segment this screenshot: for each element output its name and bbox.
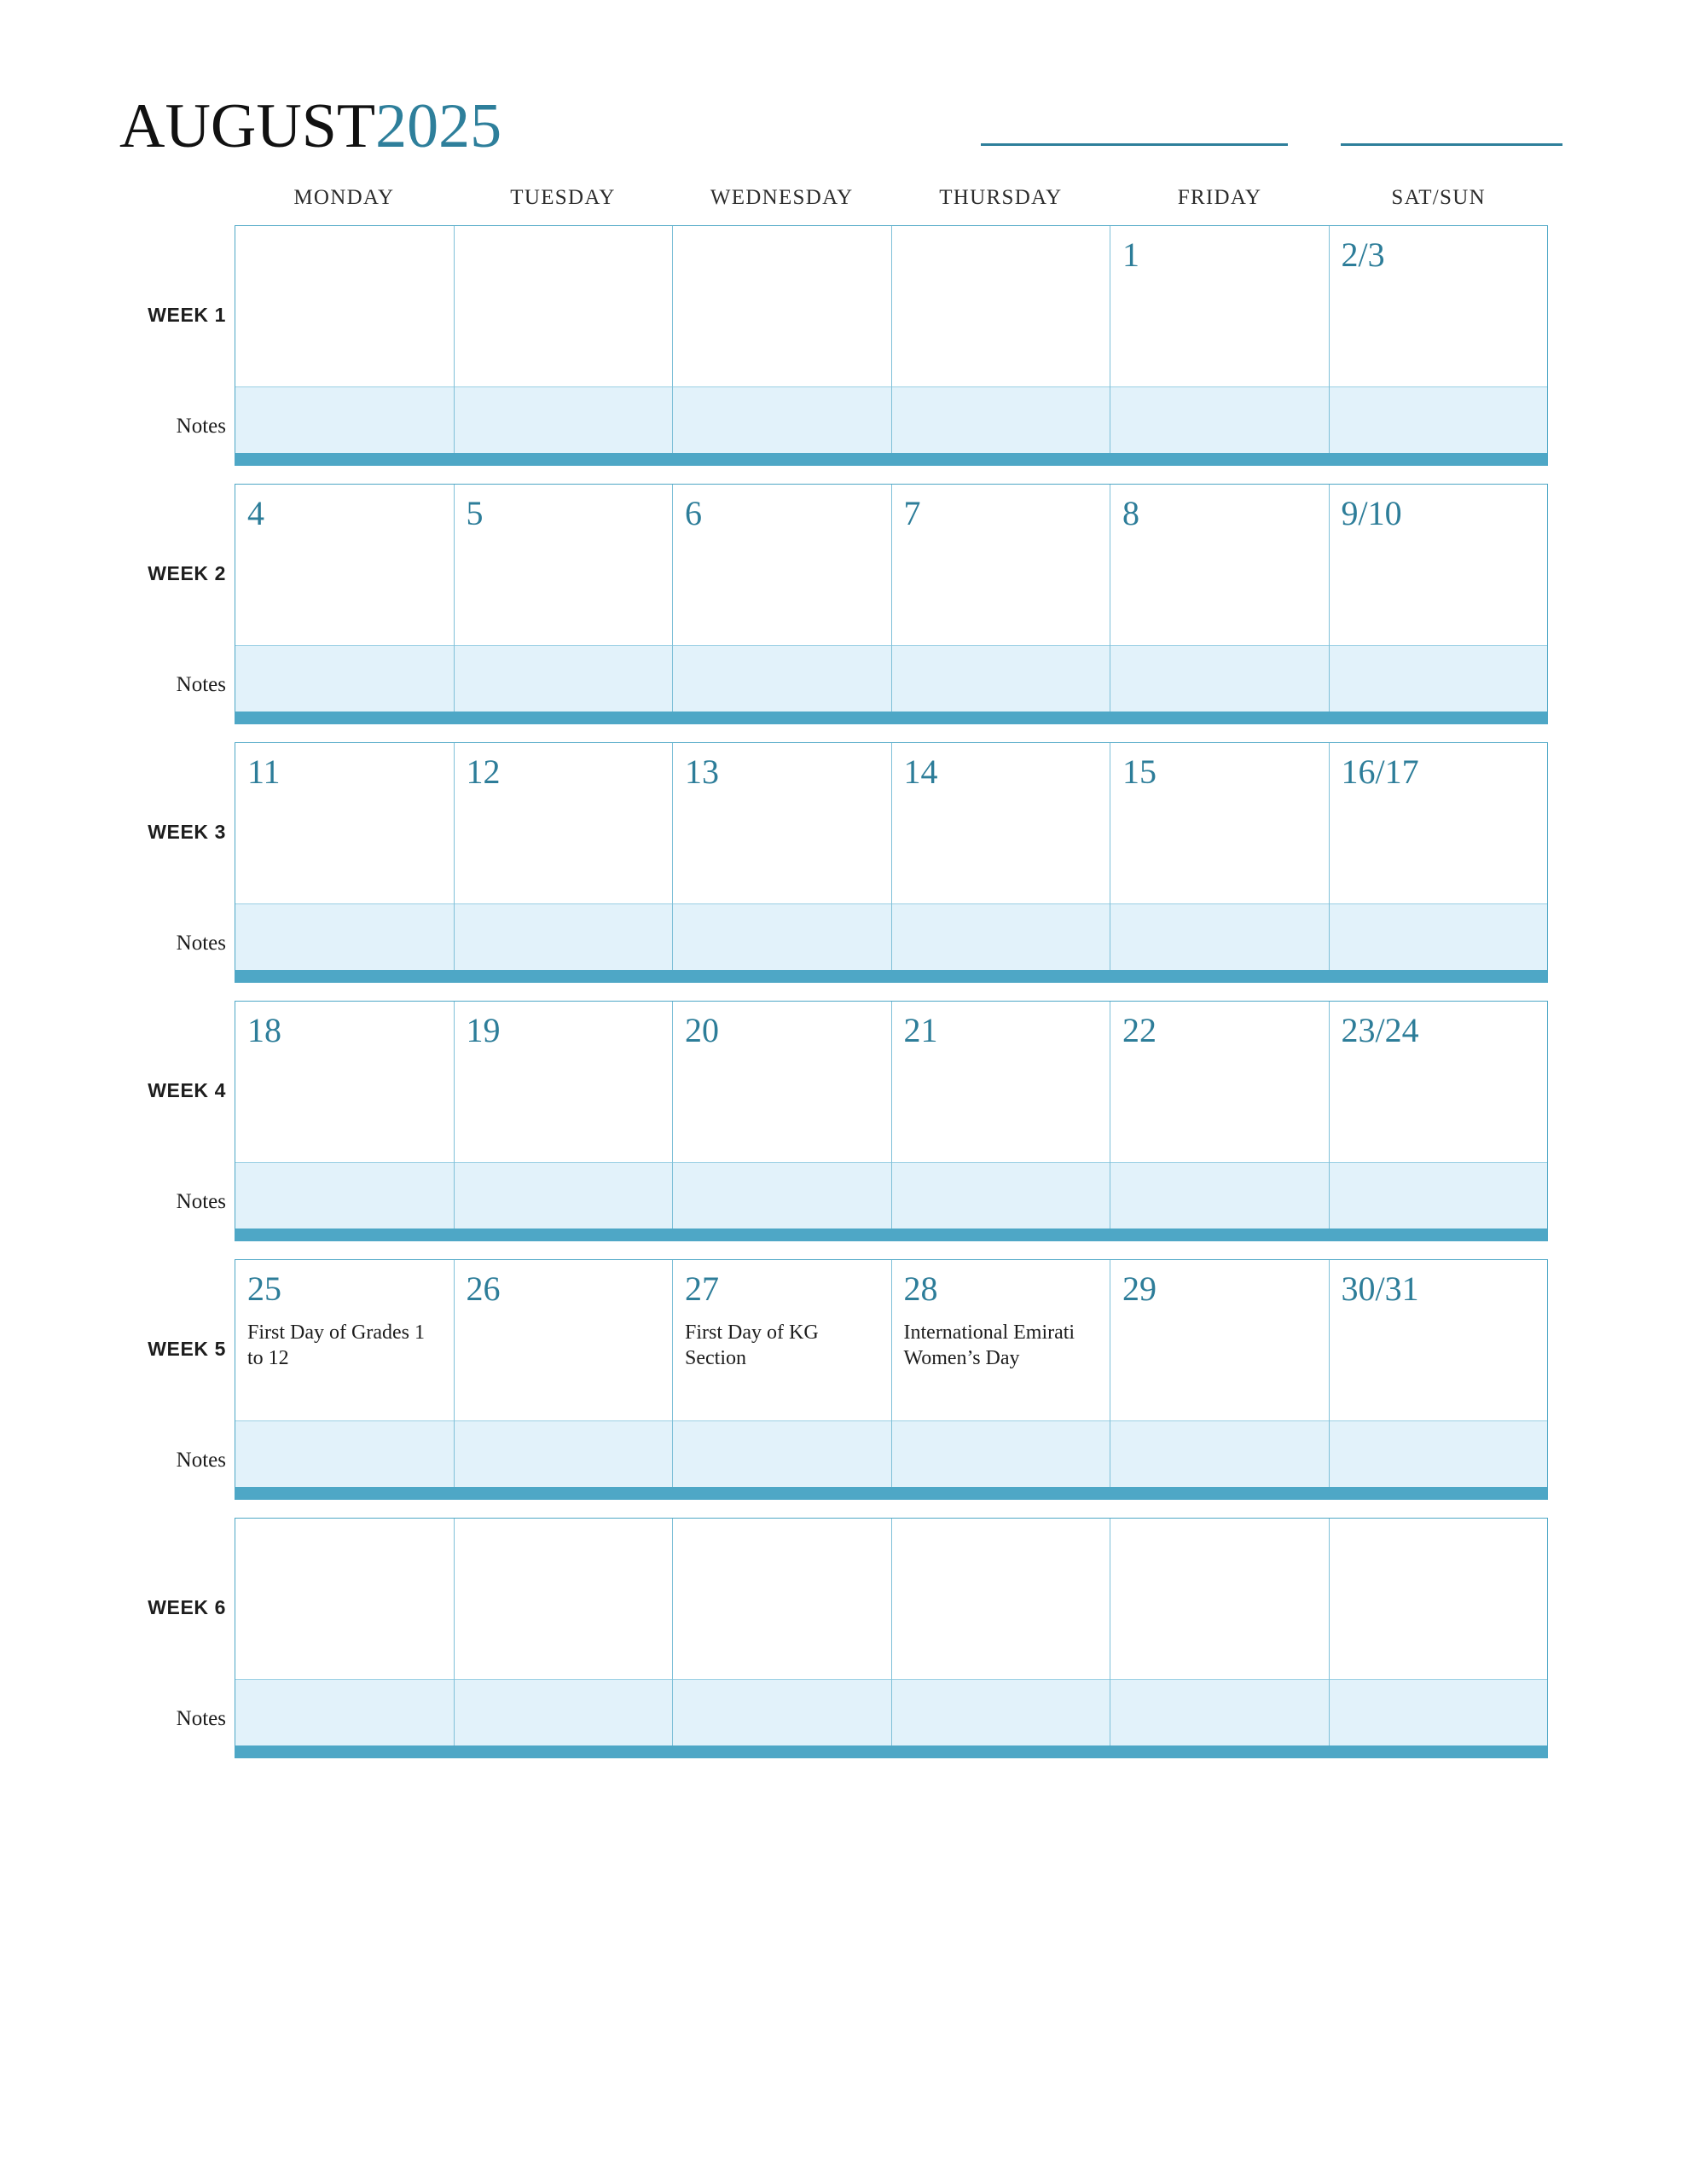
day-number: 14 <box>903 752 938 791</box>
notes-label: Notes <box>176 1190 226 1213</box>
day-cell[interactable] <box>235 1260 455 1487</box>
day-cell[interactable] <box>673 1260 892 1487</box>
day-cell[interactable] <box>235 1002 455 1228</box>
notes-band[interactable] <box>455 645 673 712</box>
day-cell[interactable] <box>673 485 892 712</box>
day-cell[interactable] <box>235 1519 455 1745</box>
day-cell[interactable] <box>1110 743 1330 970</box>
notes-band[interactable] <box>235 386 454 453</box>
day-number: 20 <box>685 1011 719 1049</box>
day-number: 23/24 <box>1341 1011 1419 1049</box>
week-footer-bar <box>235 712 1548 724</box>
week-footer-bar <box>235 1487 1548 1500</box>
day-top <box>235 743 454 903</box>
notes-band[interactable] <box>455 1679 673 1745</box>
day-header-monday: MONDAY <box>293 186 395 209</box>
day-event: First Day of KG Section <box>685 1321 819 1369</box>
day-number: 28 <box>903 1269 938 1308</box>
notes-band[interactable] <box>455 1162 673 1228</box>
day-top <box>455 485 673 645</box>
notes-band[interactable] <box>892 1162 1110 1228</box>
day-cell[interactable] <box>1330 226 1548 453</box>
day-cell[interactable] <box>1110 485 1330 712</box>
notes-label: Notes <box>176 1707 226 1730</box>
day-top <box>673 1519 891 1679</box>
day-top <box>1110 1002 1329 1162</box>
day-top <box>892 226 1110 386</box>
week-label: WEEK 4 <box>148 1079 226 1101</box>
week-row <box>148 225 1548 466</box>
title-year: 2025 <box>375 91 502 161</box>
day-cell[interactable] <box>673 226 892 453</box>
notes-band[interactable] <box>673 903 891 970</box>
day-cell[interactable] <box>455 485 674 712</box>
day-top <box>455 1260 673 1420</box>
notes-band[interactable] <box>892 645 1110 712</box>
day-cell[interactable] <box>235 226 455 453</box>
day-top <box>1110 485 1329 645</box>
day-cell[interactable] <box>892 1260 1111 1487</box>
day-top <box>673 1002 891 1162</box>
header-rule-left <box>981 143 1288 146</box>
day-cell[interactable] <box>1330 743 1548 970</box>
day-top <box>455 226 673 386</box>
day-top <box>892 743 1110 903</box>
day-number: 30/31 <box>1341 1269 1419 1308</box>
notes-band[interactable] <box>1110 903 1329 970</box>
day-header-tuesday: TUESDAY <box>510 186 616 209</box>
day-number: 4 <box>247 494 264 532</box>
day-number: 18 <box>247 1011 281 1049</box>
day-top <box>892 1260 1110 1420</box>
day-top <box>1330 743 1548 903</box>
week-row <box>148 1001 1548 1241</box>
notes-band[interactable] <box>892 386 1110 453</box>
notes-band[interactable] <box>235 1679 454 1745</box>
notes-band[interactable] <box>1110 1679 1329 1745</box>
day-cell[interactable] <box>455 226 674 453</box>
day-cell[interactable] <box>235 743 455 970</box>
day-cell[interactable] <box>892 226 1111 453</box>
notes-band[interactable] <box>235 1420 454 1487</box>
day-top <box>673 743 891 903</box>
day-top <box>1330 1002 1548 1162</box>
day-cell[interactable] <box>1110 1002 1330 1228</box>
week-footer-bar <box>235 1228 1548 1241</box>
day-top <box>455 1519 673 1679</box>
page-title <box>119 92 501 160</box>
day-number: 1 <box>1122 235 1139 274</box>
notes-band[interactable] <box>1330 1162 1548 1228</box>
calendar-header <box>119 92 1569 169</box>
day-cell[interactable] <box>673 1002 892 1228</box>
day-number: 8 <box>1122 494 1139 532</box>
day-event: International Emirati Women’s Day <box>903 1321 1075 1369</box>
notes-band[interactable] <box>1330 1679 1548 1745</box>
day-cell[interactable] <box>455 1002 674 1228</box>
day-number: 11 <box>247 752 281 791</box>
week-row <box>148 1518 1548 1758</box>
day-cell[interactable] <box>892 1519 1111 1745</box>
day-number: 12 <box>466 752 501 791</box>
notes-band[interactable] <box>673 1679 891 1745</box>
day-cell[interactable] <box>1330 485 1548 712</box>
day-number: 29 <box>1122 1269 1157 1308</box>
day-top <box>1330 226 1548 386</box>
week-label: WEEK 5 <box>148 1338 226 1360</box>
week-footer-bar <box>235 453 1548 466</box>
notes-band[interactable] <box>235 1162 454 1228</box>
week-label: WEEK 6 <box>148 1596 226 1618</box>
notes-band[interactable] <box>1110 386 1329 453</box>
day-top <box>1330 485 1548 645</box>
notes-label: Notes <box>176 1449 226 1472</box>
day-header-wednesday: WEDNESDAY <box>710 186 854 209</box>
notes-band[interactable] <box>892 1679 1110 1745</box>
day-cell[interactable] <box>892 1002 1111 1228</box>
day-top <box>235 1260 454 1420</box>
day-cell[interactable] <box>892 743 1111 970</box>
week-label: WEEK 2 <box>148 562 226 584</box>
day-number: 5 <box>466 494 484 532</box>
notes-band[interactable] <box>1330 386 1548 453</box>
day-cell[interactable] <box>1330 1002 1548 1228</box>
week-footer-bar <box>235 970 1548 983</box>
day-number: 27 <box>685 1269 719 1308</box>
day-top <box>455 1002 673 1162</box>
day-cell[interactable] <box>235 485 455 712</box>
day-header-satsun: SAT/SUN <box>1391 186 1486 209</box>
day-number: 21 <box>903 1011 938 1049</box>
notes-band[interactable] <box>1330 645 1548 712</box>
notes-band[interactable] <box>673 1162 891 1228</box>
day-number: 15 <box>1122 752 1157 791</box>
day-top <box>235 485 454 645</box>
title-month: AUGUST <box>119 91 376 161</box>
week-label: WEEK 1 <box>148 304 226 326</box>
day-number: 16/17 <box>1341 752 1419 791</box>
notes-band[interactable] <box>1110 1420 1329 1487</box>
notes-label: Notes <box>176 932 226 955</box>
day-number: 19 <box>466 1011 501 1049</box>
week-footer-bar <box>235 1745 1548 1758</box>
weeks-grid <box>148 225 1548 1776</box>
day-cell[interactable] <box>455 1260 674 1487</box>
day-cell[interactable] <box>1110 1260 1330 1487</box>
day-number: 26 <box>466 1269 501 1308</box>
notes-band[interactable] <box>455 903 673 970</box>
day-header-thursday: THURSDAY <box>939 186 1063 209</box>
week-row <box>148 1259 1548 1500</box>
day-top <box>1110 1519 1329 1679</box>
day-top <box>673 485 891 645</box>
day-top <box>235 226 454 386</box>
day-top <box>1110 1260 1329 1420</box>
notes-band[interactable] <box>892 903 1110 970</box>
day-cell[interactable] <box>1110 226 1330 453</box>
day-header-row <box>235 186 1548 220</box>
day-number: 25 <box>247 1269 281 1308</box>
day-top <box>892 1002 1110 1162</box>
notes-band[interactable] <box>455 386 673 453</box>
notes-label: Notes <box>176 415 226 438</box>
notes-label: Notes <box>176 673 226 696</box>
day-top <box>673 226 891 386</box>
day-event: First Day of Grades 1 to 12 <box>247 1321 425 1369</box>
day-top <box>1110 743 1329 903</box>
day-number: 2/3 <box>1341 235 1385 274</box>
day-top <box>1110 226 1329 386</box>
week-row <box>148 742 1548 983</box>
day-cell[interactable] <box>892 485 1111 712</box>
day-cell[interactable] <box>673 743 892 970</box>
notes-band[interactable] <box>235 645 454 712</box>
day-number: 6 <box>685 494 702 532</box>
notes-band[interactable] <box>235 903 454 970</box>
day-cell[interactable] <box>673 1519 892 1745</box>
day-top <box>235 1519 454 1679</box>
day-number: 22 <box>1122 1011 1157 1049</box>
day-number: 7 <box>903 494 921 532</box>
header-rule-right <box>1341 143 1562 146</box>
day-number: 9/10 <box>1341 494 1402 532</box>
day-cell[interactable] <box>455 1519 674 1745</box>
day-cell[interactable] <box>455 743 674 970</box>
week-label: WEEK 3 <box>148 821 226 843</box>
day-cell[interactable] <box>1330 1519 1548 1745</box>
notes-band[interactable] <box>673 1420 891 1487</box>
notes-band[interactable] <box>1110 645 1329 712</box>
notes-band[interactable] <box>1330 903 1548 970</box>
day-cell[interactable] <box>1330 1260 1548 1487</box>
day-top <box>455 743 673 903</box>
day-top <box>892 485 1110 645</box>
notes-band[interactable] <box>1110 1162 1329 1228</box>
notes-band[interactable] <box>455 1420 673 1487</box>
notes-band[interactable] <box>1330 1420 1548 1487</box>
day-top <box>673 1260 891 1420</box>
day-top <box>235 1002 454 1162</box>
week-row <box>148 484 1548 724</box>
day-top <box>1330 1519 1548 1679</box>
day-cell[interactable] <box>1110 1519 1330 1745</box>
day-top <box>1330 1260 1548 1420</box>
day-top <box>892 1519 1110 1679</box>
day-header-friday: FRIDAY <box>1177 186 1262 209</box>
notes-band[interactable] <box>892 1420 1110 1487</box>
notes-band[interactable] <box>673 645 891 712</box>
notes-band[interactable] <box>673 386 891 453</box>
day-number: 13 <box>685 752 719 791</box>
